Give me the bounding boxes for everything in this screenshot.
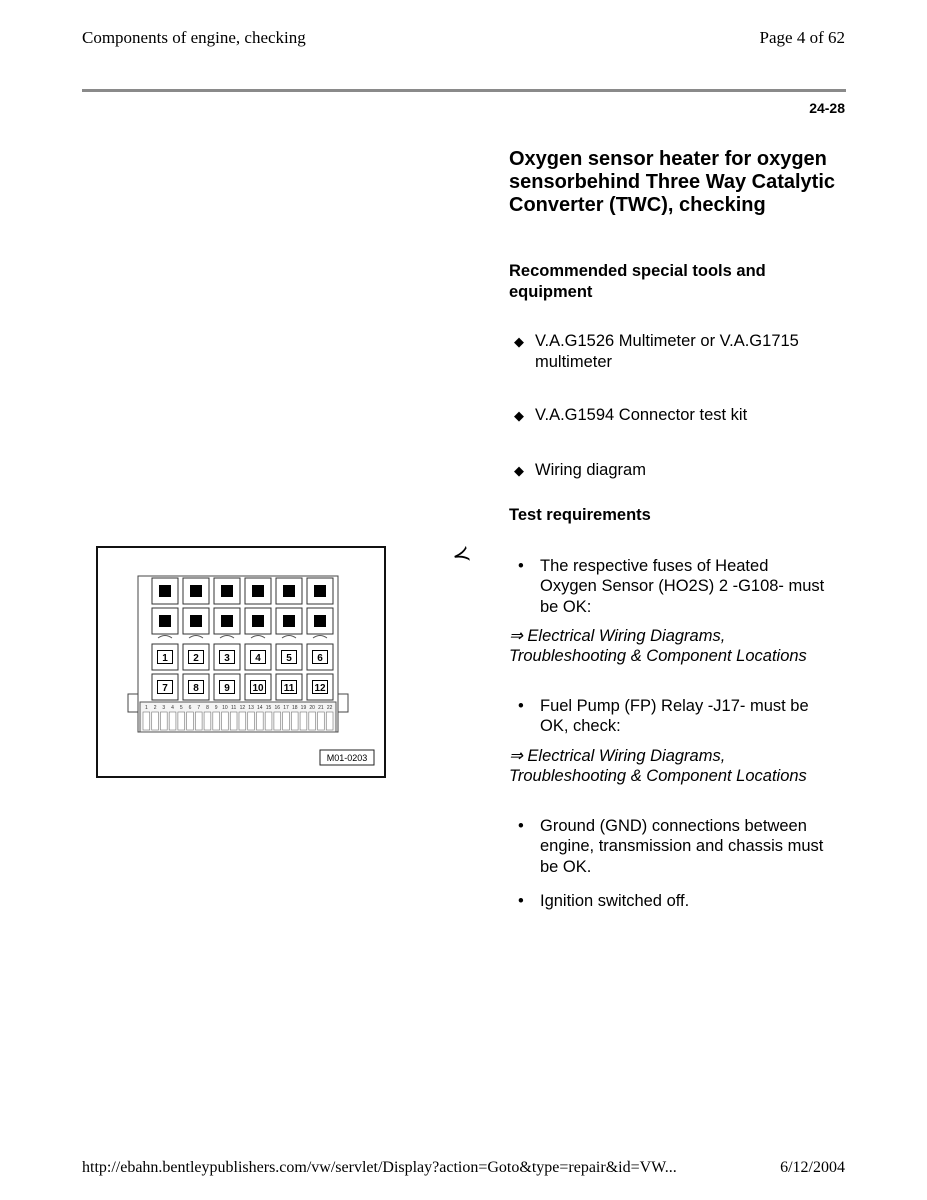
pin-number: 4: [171, 705, 174, 711]
relay-number: 2: [193, 653, 199, 664]
footer-date: 6/12/2004: [780, 1159, 845, 1176]
relay-slot: [307, 644, 333, 670]
pin-number: 19: [300, 705, 307, 711]
pin-number: 17: [283, 705, 289, 711]
requirement-item: [518, 891, 828, 911]
pin-number: 6: [188, 705, 192, 711]
pin-number: 5: [179, 705, 183, 711]
terminal-pin: [300, 705, 307, 730]
relay-slot: [214, 674, 240, 700]
relay-panel-figure: [96, 546, 386, 778]
relay-number: 4: [255, 653, 261, 664]
tool-item-text: V.A.G1526 Multimeter or V.A.G1715 multimeter: [535, 332, 799, 371]
relay-number: 8: [193, 683, 199, 694]
pin-number: 18: [291, 705, 298, 711]
terminal-pin: [222, 705, 229, 730]
pin-number: 14: [257, 705, 263, 711]
terminal-pin: [248, 705, 255, 730]
tool-item-text: V.A.G1594 Connector test kit: [535, 406, 748, 424]
fuse-slot: [307, 578, 333, 604]
tool-item: [514, 331, 844, 373]
wiring-diagram-reference-link[interactable]: ⇒ Electrical Wiring Diagrams, Troubleshooting & Component Locations: [509, 627, 807, 666]
terminal-pin: [274, 705, 281, 730]
document-title: Components of engine, checking: [82, 28, 306, 47]
fuse-slot: [245, 608, 271, 634]
relay-slot: [183, 644, 209, 670]
figure-pointer-icon: ≺: [448, 540, 474, 569]
fuse-slot: [214, 578, 240, 604]
diamond-bullet-icon: ◆: [514, 408, 524, 423]
relay-slot: [152, 644, 178, 670]
requirements-heading: Test requirements: [509, 506, 651, 524]
bullet-icon: •: [518, 892, 524, 910]
relay-slot: [245, 644, 271, 670]
header-divider: [82, 89, 846, 92]
fuse-slot: [183, 578, 209, 604]
fuse-slot: [183, 608, 209, 634]
fuse-slot: [214, 608, 240, 634]
diamond-bullet-icon: ◆: [514, 463, 524, 478]
wiring-diagram-reference-link[interactable]: ⇒ Electrical Wiring Diagrams, Troubleshooting & Component Locations: [509, 747, 807, 786]
relay-number: 10: [252, 683, 264, 694]
relay-number: 11: [283, 683, 295, 694]
relay-slot: [152, 674, 178, 700]
pin-number: 1: [144, 705, 148, 711]
relay-number: 3: [224, 653, 230, 664]
relay-number: 1: [162, 653, 168, 664]
requirement-item: [518, 696, 828, 737]
requirement-text: Fuel Pump (FP) Relay -J17- must be OK, check:: [540, 697, 809, 736]
requirement-text: Ignition switched off.: [540, 892, 690, 910]
tool-item-text: Wiring diagram: [535, 461, 646, 479]
pin-number: 15: [265, 705, 272, 711]
pin-number: 22: [326, 705, 333, 711]
terminal-strip: [140, 702, 336, 732]
section-code: 24-28: [809, 100, 845, 116]
requirement-text: The respective fuses of Heated Oxygen Sensor (HO2S) 2 -G108- must be OK:: [540, 557, 825, 616]
relay-slot: [276, 644, 302, 670]
pin-number: 12: [239, 705, 246, 711]
relay-panel-diagram: [98, 548, 384, 776]
pin-number: 10: [222, 705, 228, 711]
relay-number: 12: [314, 683, 326, 694]
relay-slot: [276, 674, 302, 700]
tools-heading: Recommended special tools and equipment: [509, 262, 766, 301]
terminal-pin: [318, 705, 325, 730]
fuse-slot: [276, 578, 302, 604]
relay-slot: [245, 674, 271, 700]
terminal-pin: [291, 705, 298, 730]
relay-slot: [307, 674, 333, 700]
requirement-item: [518, 816, 828, 877]
pin-number: 7: [197, 705, 201, 711]
pin-number: 21: [318, 705, 324, 711]
bullet-icon: •: [518, 697, 524, 715]
requirement-text: Ground (GND) connections between engine, transmission and chassis must be OK.: [540, 817, 824, 876]
fuse-slot: [245, 578, 271, 604]
pin-number: 3: [162, 705, 166, 711]
terminal-pin: [239, 705, 246, 730]
panel-clip-left: [128, 694, 138, 712]
pin-number: 13: [248, 705, 254, 711]
tool-item: [514, 460, 844, 481]
pin-number: 11: [231, 705, 237, 711]
bullet-icon: •: [518, 557, 524, 575]
pin-number: 16: [274, 705, 281, 711]
terminal-pin: [265, 705, 272, 730]
panel-clip-right: [338, 694, 348, 712]
fuse-slot: [307, 608, 333, 634]
figure-label: M01-0203: [326, 753, 368, 763]
fuse-slot: [276, 608, 302, 634]
diamond-bullet-icon: ◆: [514, 334, 524, 349]
requirement-item: [518, 556, 828, 617]
fuse-slot: [152, 608, 178, 634]
pin-number: 20: [309, 705, 315, 711]
fuse-slot: [152, 578, 178, 604]
relay-slot: [214, 644, 240, 670]
tool-item: [514, 405, 844, 426]
bullet-icon: •: [518, 817, 524, 835]
terminal-pin: [283, 705, 290, 730]
pin-number: 9: [214, 705, 218, 711]
terminal-pin: [309, 705, 316, 730]
relay-slot: [183, 674, 209, 700]
relay-number: 6: [317, 653, 323, 664]
terminal-pin: [326, 705, 333, 730]
relay-number: 7: [162, 683, 168, 694]
terminal-pin: [256, 705, 263, 730]
relay-number: 5: [286, 653, 292, 664]
terminal-pin: [230, 705, 237, 730]
relay-number: 9: [224, 683, 230, 694]
pin-number: 2: [153, 705, 157, 711]
pin-number: 8: [206, 705, 209, 711]
footer-url: http://ebahn.bentleypublishers.com/vw/servlet/Display?action=Goto&type=repair&id=VW...: [82, 1159, 677, 1176]
page-number: Page 4 of 62: [759, 28, 845, 47]
section-title: Oxygen sensor heater for oxygen sensorbehind Three Way Catalytic Converter (TWC), checking: [509, 148, 836, 216]
